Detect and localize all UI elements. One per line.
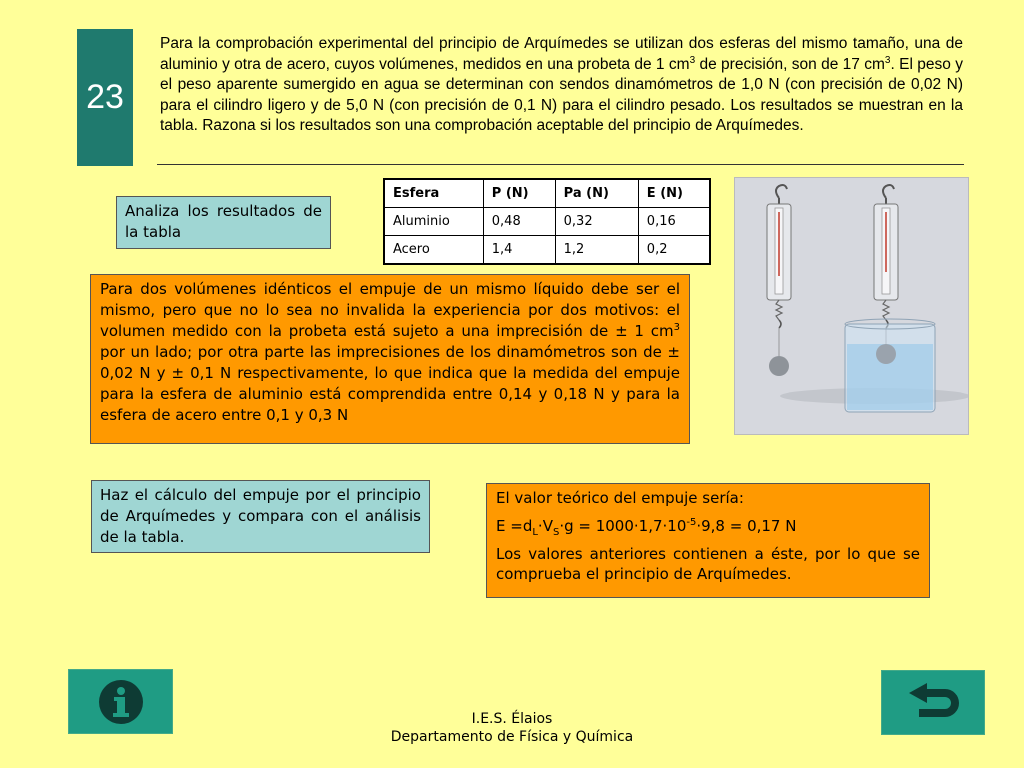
footer-department: Departamento de Física y Química — [390, 729, 634, 745]
statement-superscript-1: 3 — [689, 54, 696, 66]
table-cell: 0,48 — [483, 208, 555, 236]
footer-school: I.E.S. Élaios — [471, 711, 553, 727]
info-button[interactable] — [68, 669, 173, 734]
result-line-1: El valor teórico del empuje sería: — [496, 489, 744, 507]
table-cell: Aluminio — [384, 208, 483, 236]
statement-part-3: . El peso y el peso aparente sumergido en agua se determinan con sendos dinamómetros de 1,0 N (con precisión de 0,02 N) para el cilindro ligero y de 5,0 N (con precisión de 0,1 N) para el cilindro pesado. Los resultados se muestran en la tabla. Razona si los resultados son una comprobación aceptable del principio de Arquímedes. — [160, 55, 963, 134]
analysis-answer-box — [90, 274, 690, 444]
table-header: Esfera — [384, 179, 483, 208]
header-divider — [157, 164, 964, 165]
table-header-row — [384, 179, 710, 208]
task-calculate-text: Haz el cálculo del empuje por el principio de Arquímedes y compara con el análisis de la tabla. — [100, 486, 421, 546]
analysis-text-2: por un lado; por otra parte las imprecisiones de los dinamómetros son de ± 0,02 N y ± 0,1 N respectivamente, lo que indica que la medida del empuje para la esfera de aluminio está comprendida entre 0,14 y 0,18 N y para la esfera de acero entre 0,1 y 0,3 N — [100, 343, 680, 424]
eq-superscript: -5 — [686, 517, 697, 528]
table-cell: 0,32 — [555, 208, 638, 236]
table-header: P (N) — [483, 179, 555, 208]
task-analyze-text: Analiza los resultados de la tabla — [125, 202, 322, 241]
result-answer-box — [486, 483, 930, 598]
analysis-superscript: 3 — [673, 322, 680, 333]
task-analyze-box — [116, 196, 331, 249]
eq-part-d: ·9,8 = 0,17 N — [696, 517, 797, 535]
result-equation — [496, 516, 920, 536]
problem-statement — [160, 34, 963, 137]
eq-subscript-l: L — [532, 527, 538, 538]
table-cell: 1,2 — [555, 236, 638, 265]
eq-part-c: ·g = 1000·1,7·10 — [559, 517, 687, 535]
result-line-3: Los valores anteriores contienen a éste, por lo que se comprueba el principio de Arquímedes. — [496, 545, 920, 583]
return-arrow-icon — [905, 683, 961, 723]
table-cell: Acero — [384, 236, 483, 265]
table-row — [384, 236, 710, 265]
footer — [380, 710, 644, 746]
table-cell: 1,4 — [483, 236, 555, 265]
eq-part-a: E =d — [496, 517, 533, 535]
info-icon — [97, 678, 145, 726]
statement-superscript-2: 3 — [884, 54, 891, 66]
table-header: Pa (N) — [555, 179, 638, 208]
return-button[interactable] — [881, 670, 985, 735]
table-header: E (N) — [638, 179, 710, 208]
statement-part-2: de precisión, son de 17 cm — [695, 55, 885, 73]
eq-part-b: ·V — [537, 517, 553, 535]
table-cell: 0,16 — [638, 208, 710, 236]
analysis-text-1: Para dos volúmenes idénticos el empuje de un mismo líquido debe ser el mismo, pero que no lo sea no invalida la experiencia por dos motivos: el volumen medido con la probeta está sujeto a una imprecisión de ± 1 cm — [100, 280, 680, 340]
dynamometer-illustration — [734, 177, 969, 435]
eq-subscript-s: S — [552, 527, 560, 538]
table-cell: 0,2 — [638, 236, 710, 265]
slide-number: 23 — [77, 29, 133, 166]
statement-part-1: Para la comprobación experimental del principio de Arquímedes se utilizan dos esferas del mismo tamaño, una de aluminio y otra de acero, cuyos volúmenes, medidos en una probeta de 1 cm — [160, 35, 963, 73]
dynamometer-drawing — [735, 178, 968, 434]
task-calculate-box — [91, 480, 430, 553]
results-table — [383, 178, 711, 265]
table-row — [384, 208, 710, 236]
